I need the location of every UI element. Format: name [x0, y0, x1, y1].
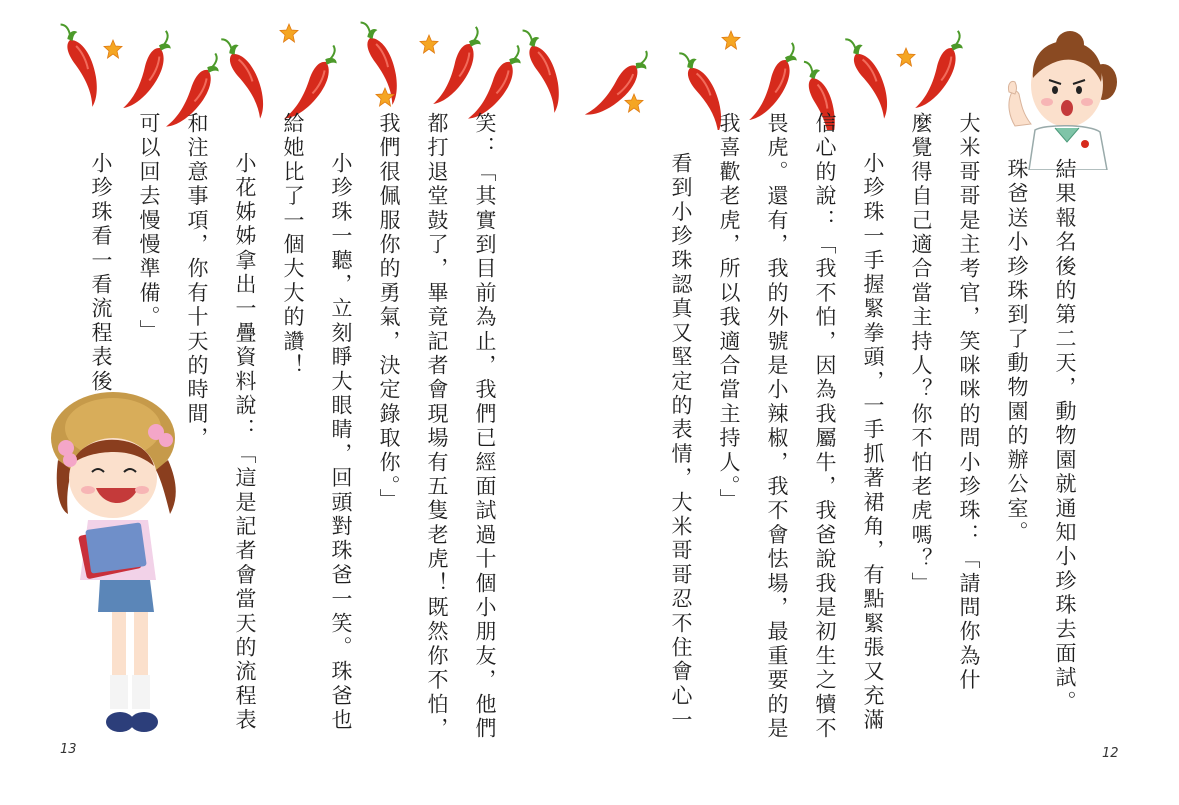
- text-column: 小花姊姊拿出一疊資料說：「這是記者會當天的流程表: [233, 152, 257, 733]
- text-column: 畏虎。還有，我的外號是小辣椒，我不會怯場，最重要的是: [765, 112, 789, 742]
- text-column: 信心的說：「我不怕，因為我屬牛，我爸說我是初生之犢不: [813, 112, 837, 742]
- text-column: 小珍珠看一看流程表後: [89, 152, 113, 394]
- text-column: 結果報名後的第二天，動物園就通知小珍珠去面試。: [1053, 158, 1077, 715]
- text-column: 給她比了一個大大的讚！: [281, 112, 305, 379]
- text-column: 可以回去慢慢準備。」: [137, 112, 161, 344]
- text-column: 我喜歡老虎，所以我適合當主持人。」: [717, 112, 741, 513]
- text-column: 笑：「其實到目前為止，我們已經面試過十個小朋友，他們: [473, 112, 497, 742]
- text-column: 小珍珠一手握緊拳頭，一手抓著裙角，有點緊張又充滿: [861, 152, 885, 733]
- text-column: 麼覺得自己適合當主持人？你不怕老虎嗎？」: [909, 112, 933, 596]
- text-column: 大米哥哥是主考官，笑咪咪的問小珍珠：「請問你為什: [957, 112, 981, 693]
- page-right: [590, 0, 1179, 805]
- page-number: 13: [60, 742, 77, 757]
- page-number: 12: [1102, 746, 1119, 761]
- text-column: 看到小珍珠認真又堅定的表情，大米哥哥忍不住會心一: [669, 152, 693, 733]
- text-column: 都打退堂鼓了，畢竟記者會現場有五隻老虎！既然你不怕，: [425, 112, 449, 742]
- text-column: 我們很佩服你的勇氣，決定錄取你。」: [377, 112, 401, 513]
- text-column: 小珍珠一聽，立刻睜大眼睛，回頭對珠爸一笑。珠爸也: [329, 152, 353, 733]
- text-column: 珠爸送小珍珠到了動物園的辦公室。: [1005, 158, 1029, 546]
- text-column: 和注意事項，你有十天的時間，: [185, 112, 209, 451]
